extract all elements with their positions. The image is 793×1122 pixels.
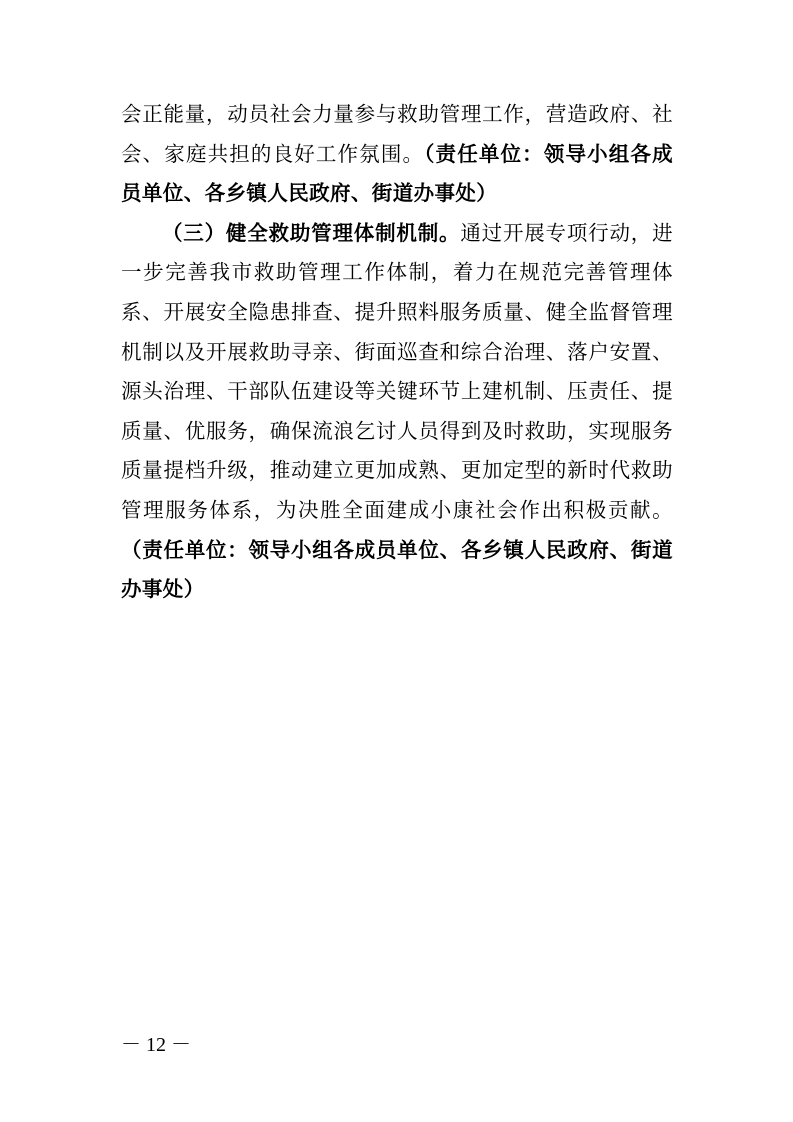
paragraph-mobilize-society — [121, 95, 673, 214]
paragraph-mechanism — [121, 214, 673, 610]
page-number: － 12 － — [121, 1034, 191, 1056]
responsibility-note: （责任单位：领导小组各成员单位、各乡镇人民政府、街道办事处） — [121, 141, 673, 206]
paragraph-text: 通过开展专项行动，进一步完善我市救助管理工作体制，着力在规范完善管理体系、开展安全隐患排查、提升照料服务质量、健全监督管理机制以及开展救助寻亲、街面巡查和综合治理、落户安置、源头治理、干部队伍建设等关键环节上建机制、压责任、提质量、优服务，确保流浪乞讨人员得到及时救助，实现服务质量提档升级，推动建立更加成熟、更加定型的新时代救助管理服务体系，为决胜全面建成小康社会作出积极贡献。 — [121, 220, 674, 522]
document-body — [121, 95, 673, 610]
section-heading: （三）健全救助管理体制机制。 — [162, 220, 461, 245]
paragraph-text: 会正能量，动员社会力量参与救助管理工作，营造政府、社会、家庭共担的良好工作氛围。 — [121, 102, 673, 166]
responsibility-note: （责任单位：领导小组各成员单位、各乡镇人民政府、街道办事处） — [121, 537, 673, 602]
